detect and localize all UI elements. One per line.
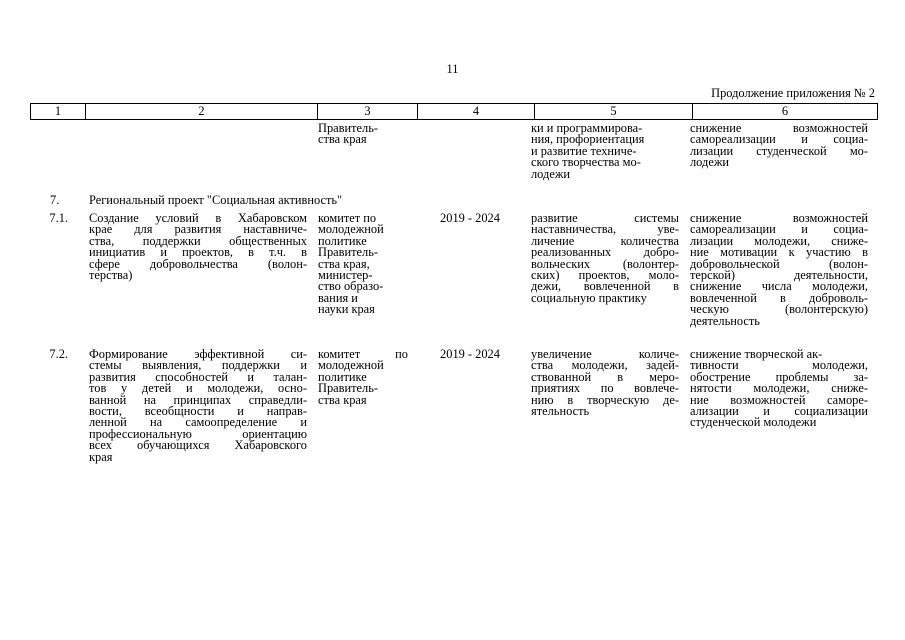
text-line: комитет по (318, 211, 377, 225)
text-line: лодежи (531, 166, 571, 181)
text-line: профессиональную ориентацию (89, 426, 307, 441)
text-line: увеличение количе- (531, 347, 679, 361)
text-line: ского творчества мо- (531, 155, 641, 170)
text-line: молодежной (318, 358, 384, 373)
text-line: развитие системы (531, 211, 679, 225)
text-line: Правитель- (318, 121, 378, 135)
text-line: ства, поддержки общественных (89, 233, 307, 248)
row-number: 7.2. (49, 347, 68, 361)
page-number: 11 (446, 62, 459, 76)
text-line: ния, профориентация (531, 132, 645, 147)
text-line: развития способностей и талан- (89, 369, 307, 384)
row-outcome (531, 349, 679, 417)
section-number: 7. (50, 193, 60, 207)
text-line: тивности молодежи, (690, 358, 868, 373)
text-line: социальную практику (531, 290, 647, 305)
row-activity (89, 349, 307, 463)
row-outcome (531, 213, 679, 304)
text-line: самореализации и социа- (690, 132, 868, 147)
text-line: ствованной в меро- (531, 369, 679, 384)
appendix-continuation-label: Продолжение приложения № 2 (711, 86, 875, 100)
text-line: нятости молодежи, сниже- (690, 381, 868, 396)
row-responsible (318, 349, 408, 406)
text-line: ства края, (318, 256, 370, 271)
text-line: Правитель- (318, 381, 378, 396)
text-line: ских) проектов, моло- (531, 268, 679, 283)
text-line: снижение возможностей (690, 121, 868, 135)
text-line: терства) (89, 268, 133, 283)
text-line: ства молодежи, задей- (531, 358, 679, 373)
text-line: ализации и социализации (690, 404, 868, 419)
text-line: ческую (волонтерскую) (690, 302, 868, 317)
header-col-5: 5 (535, 104, 693, 120)
text-line: дежи, вовлеченной в (531, 279, 679, 294)
header-col-2: 2 (86, 104, 318, 120)
text-line: ства края (318, 392, 367, 407)
text-line: крае для развития наставниче- (89, 222, 307, 237)
text-line: ванной на принципах справедли- (89, 392, 307, 407)
text-line: вания и (318, 290, 358, 305)
text-line: наставничества, уве- (531, 222, 679, 237)
section-title: Региональный проект "Социальная активность" (89, 193, 343, 207)
text-line: вовлеченной в доброволь- (690, 290, 868, 305)
text-line: инициатив и проектов, в т.ч. в (89, 245, 307, 260)
text-line: самореализации и социа- (690, 222, 868, 237)
text-line: ятельность (531, 404, 590, 419)
text-line: и развитие техниче- (531, 143, 637, 158)
header-col-3: 3 (318, 104, 418, 120)
text-line: края (89, 449, 113, 464)
text-line: политике (318, 369, 367, 384)
text-line: лизации студенческой мо- (690, 143, 868, 158)
text-line: министер- (318, 268, 373, 283)
text-line: обострение проблемы за- (690, 369, 868, 384)
text-line: тов у детей и молодежи, осно- (89, 381, 307, 396)
text-line: терской) деятельности, (690, 268, 868, 283)
row-period: 2019 - 2024 (440, 347, 500, 361)
text-line: ленной на самоопределение и (89, 415, 307, 430)
text-line: снижение числа молодежи, (690, 279, 868, 294)
text-line: снижение возможностей (690, 211, 868, 225)
continuation-responsible (318, 123, 408, 146)
header-col-4: 4 (418, 104, 535, 120)
text-line: ки и программирова- (531, 121, 643, 135)
text-line: ние мотивации к участию в (690, 245, 868, 260)
row-activity (89, 213, 307, 281)
text-line: реализованных добро- (531, 245, 679, 260)
text-line: приятиях по вовлече- (531, 381, 679, 396)
text-line: сфере добровольчества (волон- (89, 256, 307, 271)
text-line: студенческой молодежи (690, 415, 817, 430)
row-risk (690, 349, 868, 429)
text-line: политике (318, 233, 367, 248)
text-line: личение количества (531, 233, 679, 248)
text-line: комитет по (318, 347, 408, 361)
text-line: вости, всеобщности и направ- (89, 404, 307, 419)
text-line: снижение творческой ак- (690, 347, 823, 361)
text-line: ство образо- (318, 279, 384, 294)
continuation-risk (690, 123, 868, 169)
text-line: стемы выявления, поддержки и (89, 358, 307, 373)
text-line: деятельность (690, 313, 760, 328)
text-line: ние возможностей саморе- (690, 392, 868, 407)
row-number: 7.1. (49, 211, 68, 225)
header-col-1: 1 (31, 104, 86, 120)
text-line: ства края (318, 132, 367, 147)
text-line: лизации молодежи, сниже- (690, 233, 868, 248)
text-line: молодежной (318, 222, 384, 237)
text-line: вольческих (волонтер- (531, 256, 679, 271)
row-period: 2019 - 2024 (440, 211, 500, 225)
text-line: Создание условий в Хабаровском (89, 211, 307, 225)
text-line: добровольческой (волон- (690, 256, 868, 271)
row-responsible (318, 213, 408, 316)
table-header (30, 103, 878, 120)
text-line: нию в творческую де- (531, 392, 679, 407)
continuation-outcome (531, 123, 679, 180)
row-risk (690, 213, 868, 327)
header-col-6: 6 (693, 104, 878, 120)
text-line: лодежи (690, 155, 730, 170)
text-line: Формирование эффективной си- (89, 347, 307, 361)
text-line: Правитель- (318, 245, 378, 260)
text-line: всех обучающихся Хабаровского (89, 438, 307, 453)
text-line: науки края (318, 302, 375, 317)
